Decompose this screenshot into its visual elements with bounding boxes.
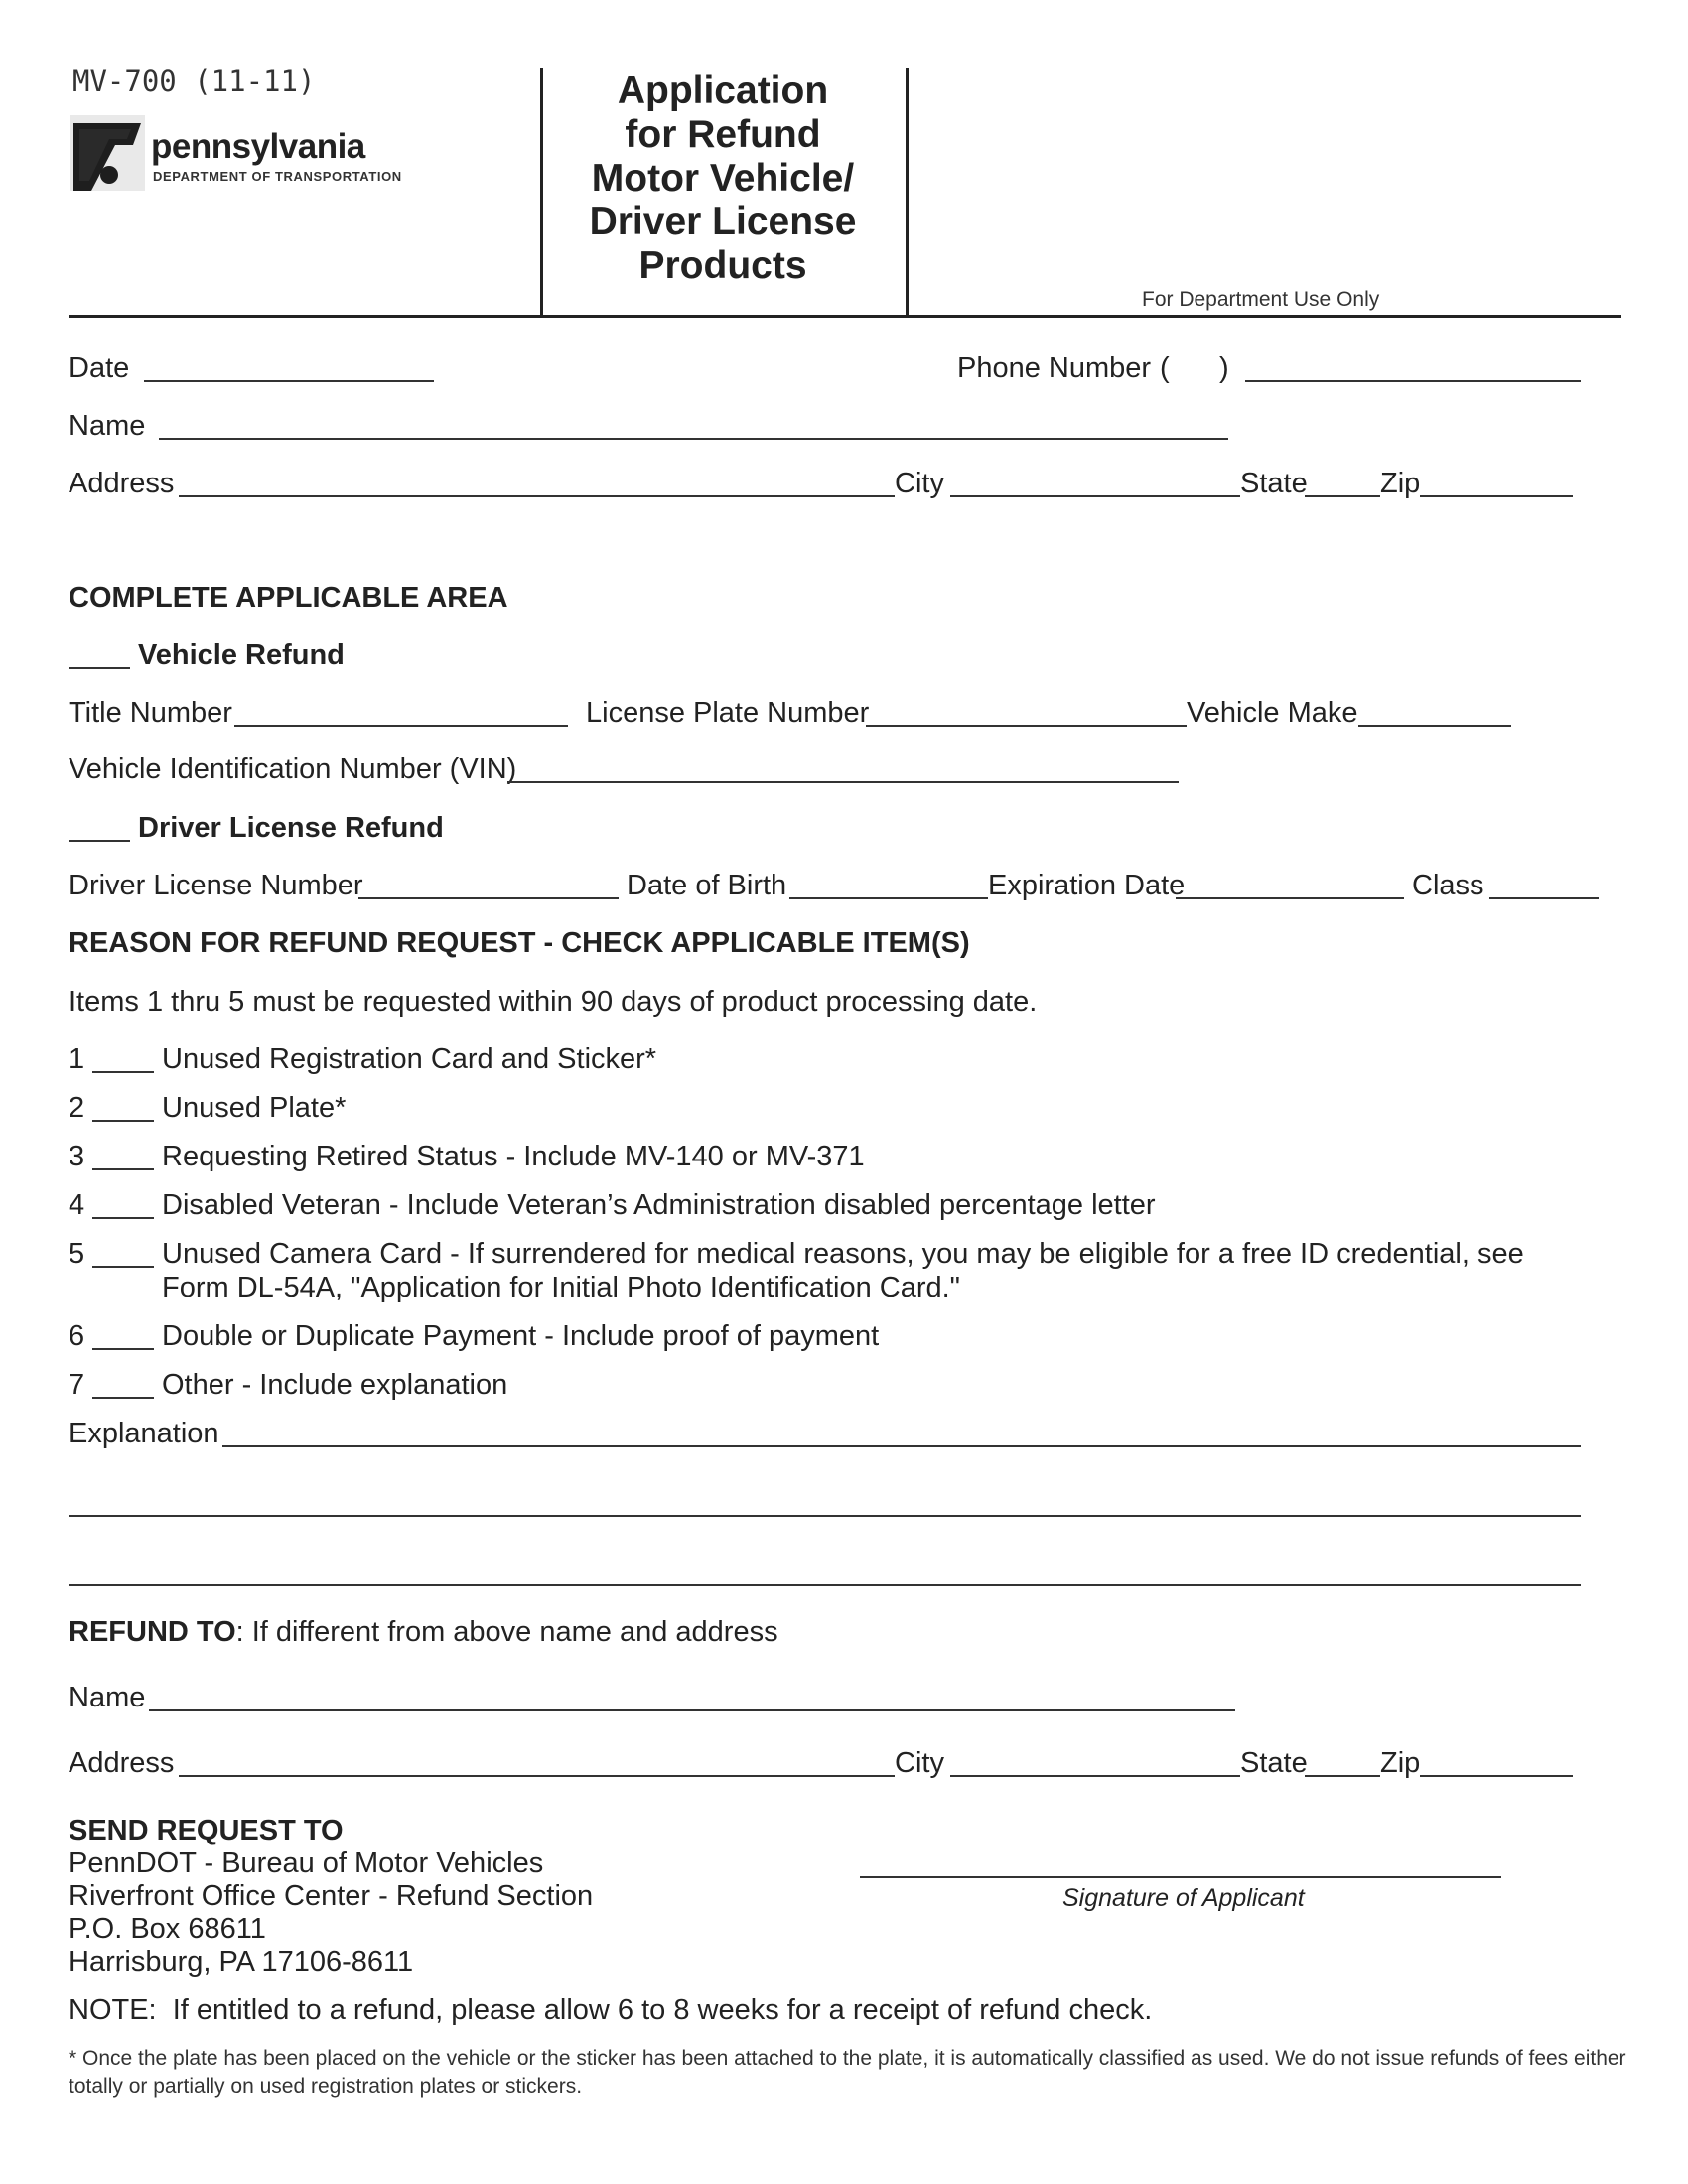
item-text-5: Unused Camera Card - If surrendered for medical reasons, you may be eligible for a free ID credential, see Form DL-54A, "Application for Initial Photo Identification Card." <box>162 1238 1524 1303</box>
phone-label: Phone Number <box>957 352 1152 384</box>
address-label: Address <box>69 468 175 499</box>
plate-number-field[interactable] <box>866 725 1187 727</box>
penndot-logo <box>70 115 407 195</box>
refund-city-field[interactable] <box>950 1775 1240 1777</box>
form-title <box>544 69 902 288</box>
driver-license-refund-heading: Driver License Refund <box>138 812 444 844</box>
title-number-label: Title Number <box>69 697 232 729</box>
item-checkbox-1[interactable] <box>92 1071 154 1073</box>
item-checkbox-7[interactable] <box>92 1397 154 1399</box>
plate-number-label: License Plate Number <box>586 697 870 729</box>
explanation-label: Explanation <box>69 1418 219 1449</box>
send-address-line-1: PennDOT - Bureau of Motor Vehicles <box>69 1847 544 1879</box>
state-field[interactable] <box>1305 495 1380 497</box>
name-label: Name <box>69 410 146 442</box>
title-line-3: Motor Vehicle/ <box>591 157 855 200</box>
vin-field[interactable] <box>507 781 1179 783</box>
item-text-4: Disabled Veteran - Include Veteran’s Administration disabled percentage letter <box>162 1189 1156 1221</box>
send-request-heading: SEND REQUEST TO <box>69 1815 344 1846</box>
logo-name: pennsylvania <box>151 127 365 166</box>
address-field[interactable] <box>179 495 895 497</box>
dl-number-label: Driver License Number <box>69 870 363 901</box>
driver-license-refund-checkbox[interactable] <box>69 840 130 842</box>
phone-paren-open: ( <box>1160 352 1170 384</box>
explanation-field-line-3[interactable] <box>69 1584 1581 1586</box>
complete-applicable-heading: COMPLETE APPLICABLE AREA <box>69 582 508 614</box>
item-number-1: 1 <box>69 1043 85 1075</box>
refund-address-label: Address <box>69 1747 175 1779</box>
title-line-2: for Refund <box>625 113 821 156</box>
item-number-6: 6 <box>69 1320 85 1352</box>
zip-field[interactable] <box>1420 495 1573 497</box>
header-divider-right <box>906 68 909 316</box>
expiration-field[interactable] <box>1176 897 1404 899</box>
item-text-2: Unused Plate* <box>162 1092 347 1124</box>
vehicle-refund-heading: Vehicle Refund <box>138 639 345 671</box>
item-checkbox-6[interactable] <box>92 1348 154 1350</box>
refund-name-label: Name <box>69 1682 146 1713</box>
city-field[interactable] <box>950 495 1240 497</box>
class-label: Class <box>1412 870 1484 901</box>
dob-label: Date of Birth <box>627 870 787 901</box>
footnote: * Once the plate has been placed on the vehicle or the sticker has been attached to the plate, it is automatically classified as used. We do not issue refunds of fees either totally or partially on used registration plates or stickers. <box>69 2047 1626 2098</box>
name-field[interactable] <box>159 438 1228 440</box>
header-divider-left <box>540 68 543 316</box>
expiration-label: Expiration Date <box>988 870 1186 901</box>
item-checkbox-3[interactable] <box>92 1168 154 1170</box>
item-checkbox-4[interactable] <box>92 1217 154 1219</box>
vehicle-refund-checkbox[interactable] <box>69 667 130 669</box>
keystone-logo-icon <box>70 115 149 195</box>
refund-note: NOTE: If entitled to a refund, please allow 6 to 8 weeks for a receipt of refund check. <box>69 1994 1153 2026</box>
item-number-4: 4 <box>69 1189 85 1221</box>
refund-state-field[interactable] <box>1305 1775 1380 1777</box>
department-use-label: For Department Use Only <box>1142 288 1380 311</box>
dl-number-field[interactable] <box>358 897 619 899</box>
title-line-1: Application <box>617 69 829 112</box>
title-number-field[interactable] <box>234 725 568 727</box>
item-checkbox-2[interactable] <box>92 1120 154 1122</box>
form-code: MV-700 (11-11) <box>72 65 316 98</box>
item-text-6: Double or Duplicate Payment - Include proof of payment <box>162 1320 880 1352</box>
phone-area-code-field[interactable] <box>1178 380 1219 382</box>
city-label: City <box>895 468 944 499</box>
item-checkbox-5[interactable] <box>92 1266 154 1268</box>
signature-label: Signature of Applicant <box>1062 1884 1305 1912</box>
signature-field[interactable] <box>860 1876 1501 1878</box>
zip-label: Zip <box>1380 468 1421 499</box>
title-line-4: Driver License <box>589 201 857 243</box>
vehicle-make-label: Vehicle Make <box>1187 697 1358 729</box>
refund-city-label: City <box>895 1747 944 1779</box>
send-address-line-4: Harrisburg, PA 17106-8611 <box>69 1946 414 1978</box>
refund-name-field[interactable] <box>149 1709 1235 1711</box>
item-number-7: 7 <box>69 1369 85 1401</box>
send-address-line-2: Riverfront Office Center - Refund Section <box>69 1880 594 1912</box>
refund-to-subtext: : If different from above name and address <box>235 1616 778 1648</box>
date-field[interactable] <box>144 380 434 382</box>
logo-subtitle: DEPARTMENT OF TRANSPORTATION <box>153 169 402 184</box>
explanation-field-line-1[interactable] <box>222 1445 1581 1447</box>
vin-label: Vehicle Identification Number (VIN) <box>69 753 517 785</box>
title-line-5: Products <box>638 244 807 287</box>
class-field[interactable] <box>1489 897 1599 899</box>
phone-paren-close: ) <box>1219 352 1229 384</box>
item-text-1: Unused Registration Card and Sticker* <box>162 1043 657 1075</box>
item-text-7: Other - Include explanation <box>162 1369 508 1401</box>
refund-zip-field[interactable] <box>1420 1775 1573 1777</box>
dob-field[interactable] <box>789 897 988 899</box>
refund-zip-label: Zip <box>1380 1747 1421 1779</box>
refund-to-heading <box>69 1618 778 1647</box>
explanation-field-line-2[interactable] <box>69 1515 1581 1517</box>
header-rule <box>69 315 1621 318</box>
state-label: State <box>1240 468 1308 499</box>
vehicle-make-field[interactable] <box>1358 725 1511 727</box>
send-address-line-3: P.O. Box 68611 <box>69 1913 266 1945</box>
item-number-2: 2 <box>69 1092 85 1124</box>
refund-state-label: State <box>1240 1747 1308 1779</box>
date-label: Date <box>69 352 130 384</box>
item-number-3: 3 <box>69 1141 85 1172</box>
refund-to-label: REFUND TO <box>69 1616 236 1648</box>
phone-number-field[interactable] <box>1245 380 1581 382</box>
item-text-3: Requesting Retired Status - Include MV-140 or MV-371 <box>162 1141 865 1172</box>
refund-address-field[interactable] <box>179 1775 895 1777</box>
item-number-5: 5 <box>69 1238 85 1270</box>
reason-heading: REASON FOR REFUND REQUEST - CHECK APPLICABLE ITEM(S) <box>69 927 970 959</box>
reason-note: Items 1 thru 5 must be requested within 90 days of product processing date. <box>69 986 1038 1018</box>
